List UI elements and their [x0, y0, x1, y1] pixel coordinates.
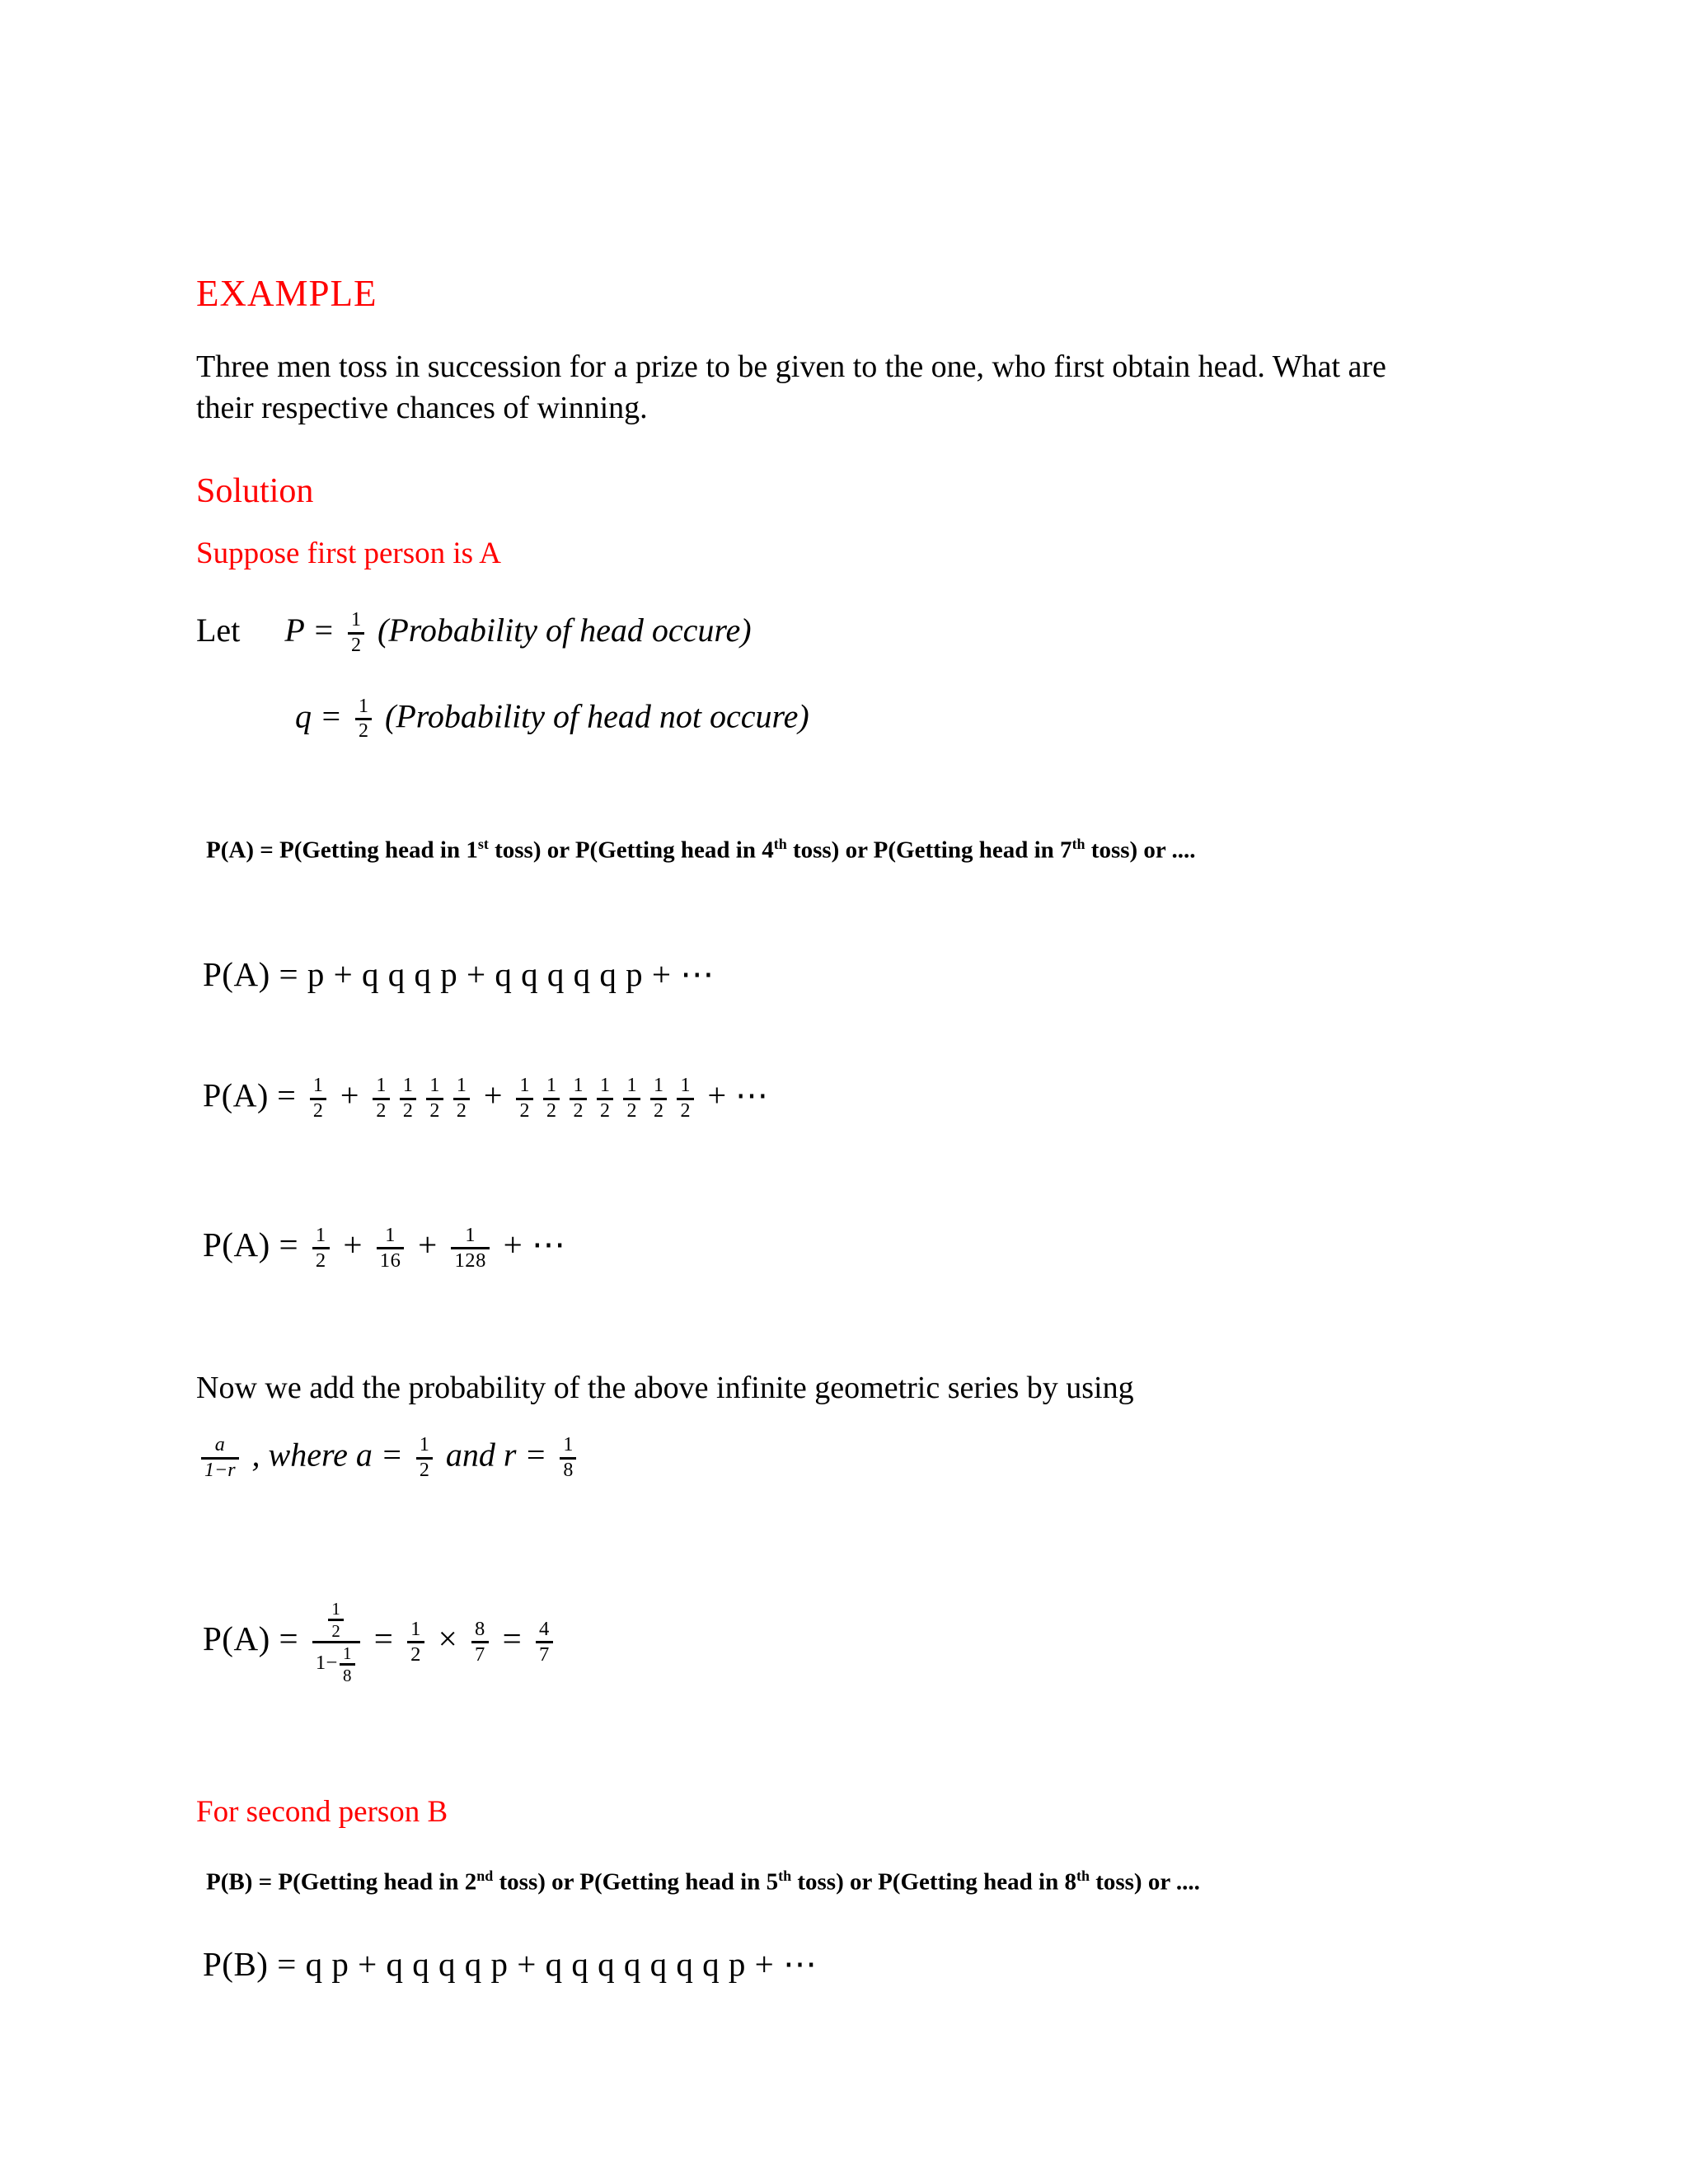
pb-series-symbols: P(B) = q p + q q q q p + q q q q q q q p + ⋯ [203, 1945, 818, 1984]
pa-case-expansion: P(A) = P(Getting head in 1st toss) or P(Getting head in 4th toss) or P(Getting head in 7th toss) or .... [206, 835, 1196, 864]
first-person-heading: Suppose first person is A [196, 537, 501, 571]
problem-statement: Three men toss in succession for a prize to be given to the one, who first obtain head. What are their respective chances of winning. [196, 349, 1386, 426]
second-person-heading: For second person B [196, 1795, 448, 1830]
example-heading: EXAMPLE [196, 273, 377, 314]
p-definition-line [196, 609, 1498, 657]
p-definition-formula: P = $\frac{1}{2}$ (Probability of head occure) [284, 609, 752, 656]
solution-heading: Solution [196, 472, 314, 511]
pa-series-fractions: P(A) = $\frac{1}{2}$ + $\frac{1}{2}$ $\frac{1}{2}$ $\frac{1}{2}$ $\frac{1}{2}$ + $\frac{1}{2}$ $\frac{1}{2}$ $\frac{1}{2}$ $\frac{1}{2}$ $\frac{1}{2}$ $\frac{1}{2}$ $\frac{1}{2}$ + ⋯ [203, 1075, 769, 1122]
pb-case-expansion: P(B) = P(Getting head in 2nd toss) or P(Getting head in 5th toss) or P(Getting head in 8th toss) or .... [206, 1868, 1200, 1896]
pa-result-formula: P(A) = $\frac{1}{2}$ 1− $\frac{1}{8}$ = $\frac{1}{2}$ × $\frac{8}{7}$ = $\frac{4}{7}$ [196, 1599, 1498, 1685]
pa-series-symbols: P(A) = p + q q q p + q q q q q p + ⋯ [203, 955, 715, 994]
geometric-sum-formula: $\frac{a}{1-r}$ , where a = $\frac{1}{2}$ and r = $\frac{1}{8}$ [196, 1434, 1498, 1482]
q-definition-formula: q = $\frac{1}{2}$ (Probability of head not occure) [295, 695, 809, 743]
let-label: Let [196, 611, 241, 649]
pa-series-simplified: P(A) = $\frac{1}{2}$ + $\frac{1}{16}$ + $\frac{1}{128}$ + ⋯ [203, 1223, 566, 1272]
geometric-series-note: Now we add the probability of the above infinite geometric series by using [196, 1371, 1134, 1406]
